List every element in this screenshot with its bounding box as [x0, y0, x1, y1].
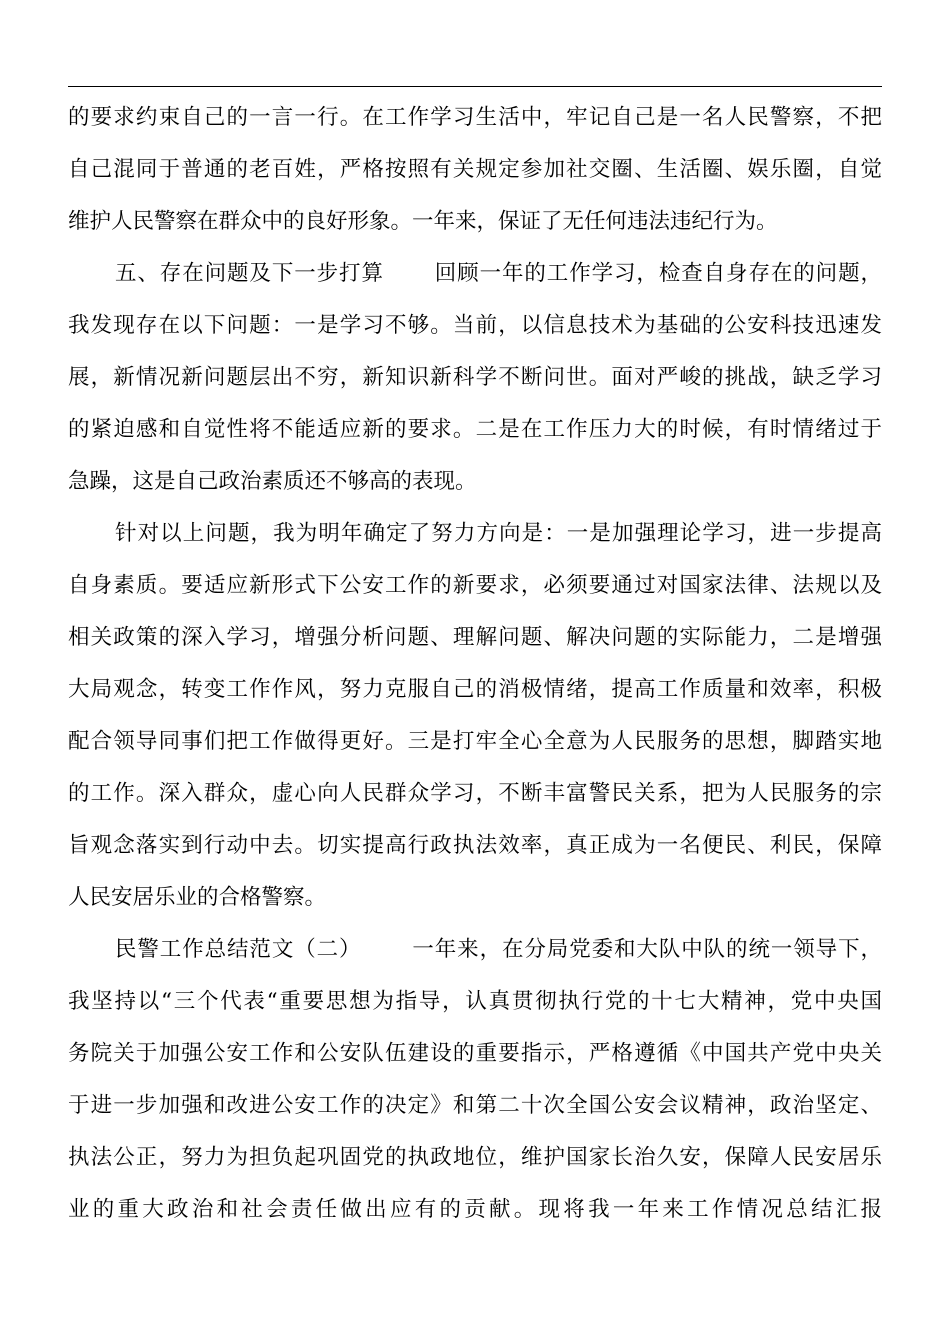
section-heading-issues: 五、存在问题及下一步打算: [115, 261, 384, 286]
paragraph-3-line-6: 的工作。深入群众，虚心向人民群众学习，不断丰富警民关系，把为人民服务的宗: [68, 781, 882, 806]
paragraph-2: [68, 248, 882, 508]
paragraph-3-line-2: 自身素质。要适应新形式下公安工作的新要求，必须要通过对国家法律、法规以及: [68, 573, 882, 598]
paragraph-1-line-3: 维护人民警察在群众中的良好形象。一年来，保证了无任何违法违纪行为。: [68, 209, 778, 234]
paragraph-4-line-6: 业的重大政治和社会责任做出应有的贡献。现将我一年来工作情况总结汇报: [68, 1197, 882, 1222]
paragraph-4: [68, 924, 882, 1236]
paragraph-1-line-1: 的要求约束自己的一言一行。在工作学习生活中，牢记自己是一名人民警察，不把: [68, 105, 882, 130]
paragraph-2-line-3: 展，新情况新问题层出不穷，新知识新科学不断问世。面对严峻的挑战，缺乏学习: [68, 365, 882, 390]
paragraph-2-line-1-text: 回顾一年的工作学习，检查自身存在的问题，: [433, 261, 882, 286]
document-body: [68, 92, 882, 1236]
paragraph-3-line-1: 针对以上问题，我为明年确定了努力方向是：一是加强理论学习，进一步提高: [115, 521, 882, 546]
section-heading-sample-two: 民警工作总结范文（二）: [115, 937, 362, 962]
paragraph-3: [68, 508, 882, 924]
paragraph-2-line-5: 急躁，这是自己政治素质还不够高的表现。: [68, 469, 477, 494]
paragraph-2-line-2: 我发现存在以下问题：一是学习不够。当前，以信息技术为基础的公安科技迅速发: [68, 313, 882, 338]
paragraph-3-line-7: 旨观念落实到行动中去。切实提高行政执法效率，真正成为一名便民、利民，保障: [68, 833, 882, 858]
paragraph-4-line-1: [68, 924, 882, 976]
paragraph-3-line-5: 配合领导同事们把工作做得更好。三是打牢全心全意为人民服务的思想，脚踏实地: [68, 729, 882, 754]
paragraph-3-line-4: 大局观念，转变工作作风，努力克服自己的消极情绪，提高工作质量和效率，积极: [68, 677, 882, 702]
paragraph-4-line-2: 我坚持以“三个代表“重要思想为指导，认真贯彻执行党的十七大精神，党中央国: [68, 989, 882, 1014]
paragraph-2-line-4: 的紧迫感和自觉性将不能适应新的要求。二是在工作压力大的时候，有时情绪过于: [68, 417, 882, 442]
header-rule: [68, 86, 882, 87]
paragraph-4-line-4: 于进一步加强和改进公安工作的决定》和第二十次全国公安会议精神，政治坚定、: [68, 1093, 882, 1118]
paragraph-3-line-8: 人民安居乐业的合格警察。: [68, 885, 327, 910]
paragraph-1: [68, 92, 882, 248]
paragraph-4-line-3: 务院关于加强公安工作和公安队伍建设的重要指示，严格遵循《中国共产党中央关: [68, 1041, 882, 1066]
paragraph-4-line-1-text: 一年来，在分局党委和大队中队的统一领导下，: [411, 937, 882, 962]
paragraph-2-line-1: [68, 248, 882, 300]
paragraph-3-line-3: 相关政策的深入学习，增强分析问题、理解问题、解决问题的实际能力，二是增强: [68, 625, 882, 650]
paragraph-1-line-2: 自己混同于普通的老百姓，严格按照有关规定参加社交圈、生活圈、娱乐圈，自觉: [68, 157, 882, 182]
paragraph-4-line-5: 执法公正，努力为担负起巩固党的执政地位，维护国家长治久安，保障人民安居乐: [68, 1145, 882, 1170]
